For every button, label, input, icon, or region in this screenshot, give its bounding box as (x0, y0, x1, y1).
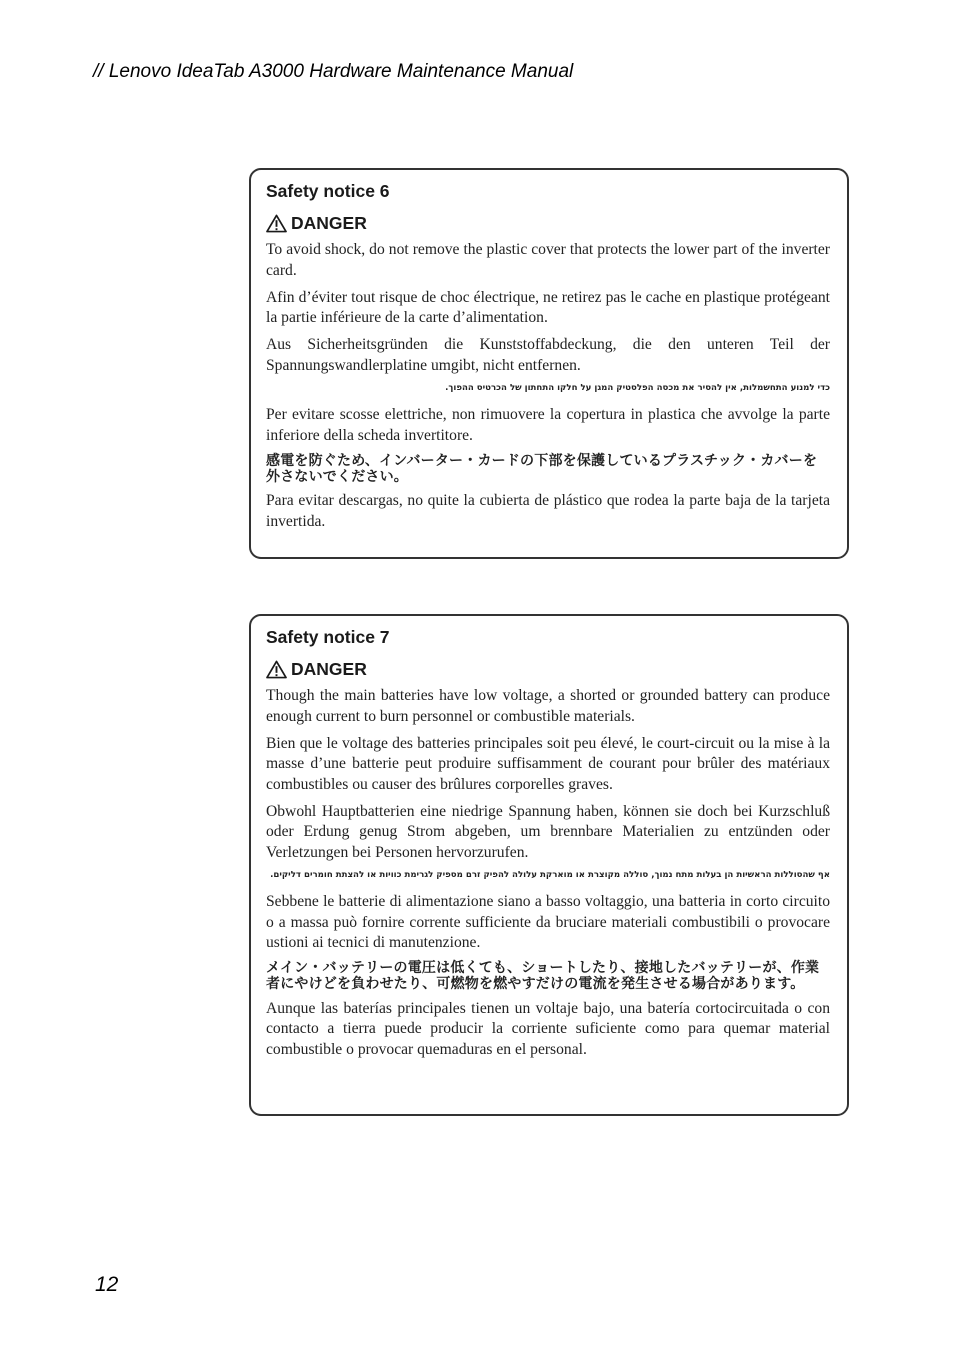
notice-text-english: To avoid shock, do not remove the plastic cover that protects the lower part of the inverter card. (266, 241, 830, 279)
notice-text-japanese: 感電を防ぐため、インバーター・カードの下部を保護しているプラスチック・カバーを外さないでください。 (266, 452, 818, 485)
document-header: // Lenovo IdeaTab A3000 Hardware Maintenance Manual (93, 61, 574, 82)
notice-text-spanish: Aunque las baterías principales tienen un voltaje bajo, una batería cortocircuitada o con contacto a tierra puede producir la corriente suficiente como para quemar material combustible o provocar quemaduras en el personal. (266, 999, 830, 1058)
danger-heading (266, 659, 830, 680)
notice-title: Safety notice 6 (266, 181, 390, 201)
notice-text-spanish: Para evitar descargas, no quite la cubierta de plástico que rodea la parte baja de la tarjeta invertida. (266, 492, 830, 530)
danger-heading (266, 213, 830, 234)
notice-text-french: Bien que le voltage des batteries principales soit peu élevé, le court-circuit ou la mise à la masse d’une batterie peut produire suffisamment de courant pour brûler des matériaux combustibles ou causer des brûlures corporelles graves. (266, 734, 830, 793)
page-number: 12 (95, 1273, 119, 1296)
notice-text-hebrew: אף שהסוללות הראשיות הן בעלות מתח נמוך, סוללה מקוצרת או מוארקת עלולה להפיק זרם מספיק לגרימת כוויות או להצתת חומרים דליקים. (270, 869, 830, 880)
notice-text-hebrew: כדי למנוע התחשמלות, אין להסיר את מכסה הפלסטיק המגן על חלקו התחתון של הכרטיס ההפוך. (445, 382, 830, 393)
warning-triangle-icon (266, 214, 287, 233)
notice-text-german: Aus Sicherheitsgründen die Kunststoffabdeckung, die den unteren Teil der Spannungswandlerplatine umgibt, nicht entfernen. (266, 336, 830, 374)
warning-triangle-icon (266, 660, 287, 679)
danger-label: DANGER (291, 213, 367, 233)
safety-notice-box (249, 614, 849, 1116)
notice-text-german: Obwohl Hauptbatterien eine niedrige Spannung haben, können sie doch bei Kurzschluß oder Erdung genug Strom abgeben, um brennbare Materialien zu entzünden oder Verletzungen bei Personen hervorzurufen. (266, 802, 830, 861)
notice-text-italian: Sebbene le batterie di alimentazione siano a basso voltaggio, una batteria in corto circuito o a massa può fornire corrente sufficiente da bruciare materiali combustibili o provocare ustioni ai tecnici di manutenzione. (266, 893, 830, 951)
notice-text-french: Afin d’éviter tout risque de choc électrique, ne retirez pas le cache en plastique protégeant la partie inférieure de la carte d’alimentation. (266, 288, 830, 326)
safety-notice-box (249, 168, 849, 559)
notice-title: Safety notice 7 (266, 627, 390, 647)
notice-text-japanese: メイン・バッテリーの電圧は低くても、ショートしたり、接地したバッテリーが、作業者にやけどを負わせたり、可燃物を燃やすだけの電流を発生させる場合があります。 (266, 960, 820, 992)
danger-label: DANGER (291, 659, 367, 679)
notice-text-english: Though the main batteries have low voltage, a shorted or grounded battery can produce enough current to burn personnel or combustible materials. (266, 687, 830, 725)
notice-text-italian: Per evitare scosse elettriche, non rimuovere la copertura in plastica che avvolge la parte inferiore della scheda invertitore. (266, 406, 830, 444)
